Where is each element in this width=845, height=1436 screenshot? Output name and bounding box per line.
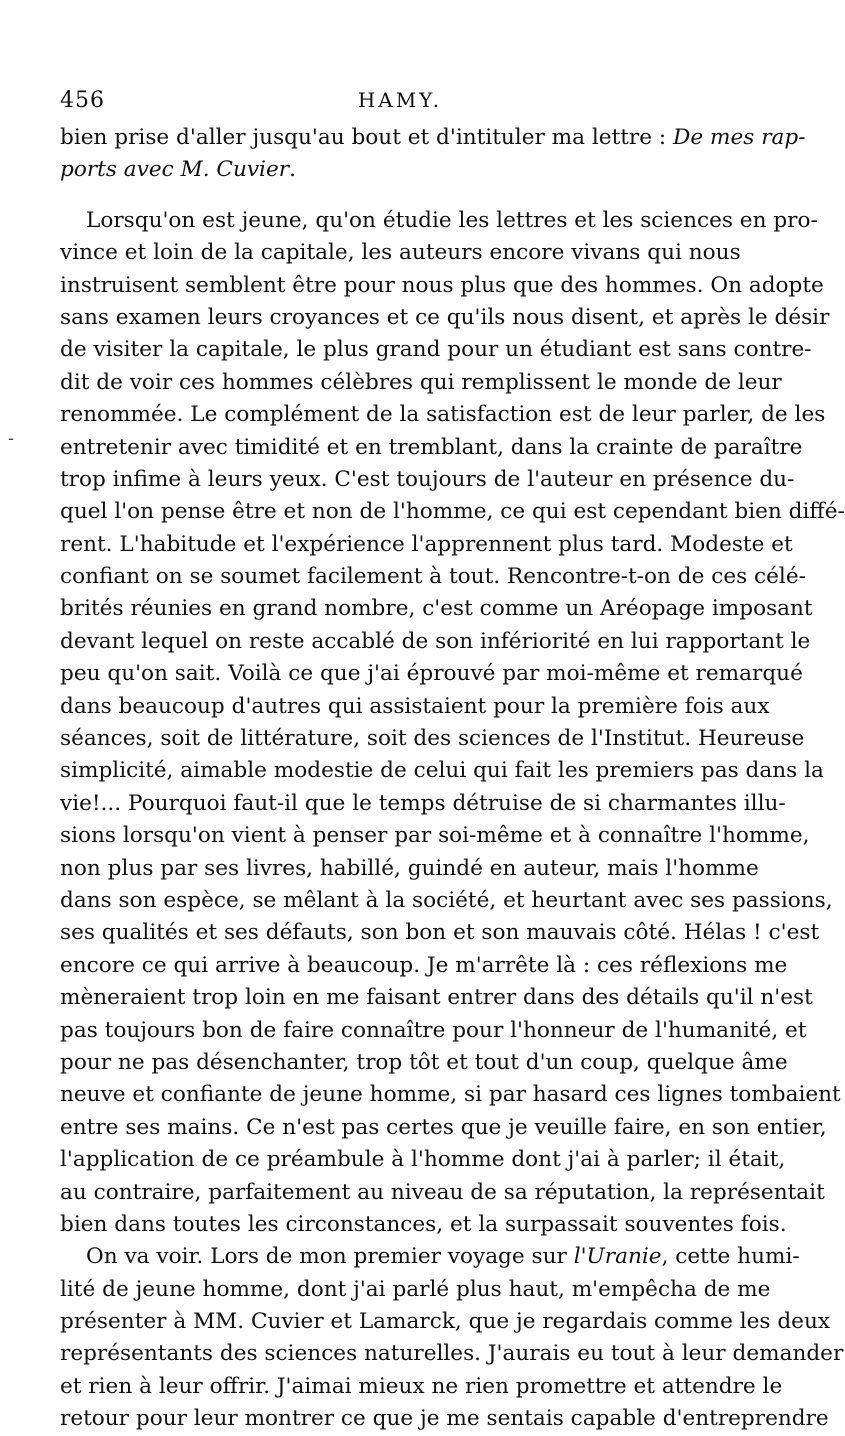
text-line: lité de jeune homme, dont j'ai parlé plus haut, m'empêcha de me: [60, 1276, 771, 1302]
text-line: dans beaucoup d'autres qui assistaient pour la première fois aux: [60, 693, 770, 719]
text-line: dit de voir ces hommes célèbres qui remplissent le monde de leur: [60, 369, 782, 395]
text-line: neuve et confiante de jeune homme, si par hasard ces lignes tombaient: [60, 1082, 841, 1108]
text-line: entretenir avec timidité et en tremblant, dans la crainte de paraître: [60, 434, 803, 460]
text-line: rent. L'habitude et l'expérience l'apprennent plus tard. Modeste et: [60, 531, 793, 557]
text-line: bien dans toutes les circonstances, et la surpassait souventes fois.: [60, 1211, 787, 1237]
text-line: simplicité, aimable modestie de celui qui fait les premiers pas dans la: [60, 758, 824, 784]
body-text: [60, 122, 845, 1436]
text-line: non plus par ses livres, habillé, guindé en auteur, mais l'homme: [60, 855, 759, 881]
italic-title: l'Uranie: [573, 1244, 662, 1270]
text-line: ses qualités et ses défauts, son bon et son mauvais côté. Hélas ! c'est: [60, 920, 820, 946]
running-title: HAMY.: [357, 88, 443, 112]
text-line: sans examen leurs croyances et ce qu'ils nous disent, et après le désir: [60, 304, 830, 330]
text-line: Lorsqu'on est jeune, qu'on étudie les lettres et les sciences en pro-: [86, 207, 818, 233]
italic-title: De mes rap-: [673, 125, 806, 150]
text-line: ports avec M. Cuvier.: [60, 157, 296, 183]
text-line: confiant on se soumet facilement à tout. Rencontre-t-on de ces célé-: [60, 564, 806, 590]
text-line: présenter à MM. Cuvier et Lamarck, que je regardais comme les deux: [60, 1309, 831, 1335]
text-line: pas toujours bon de faire connaître pour l'honneur de l'humanité, et: [60, 1017, 807, 1043]
text-line: encore ce qui arrive à beaucoup. Je m'arrête là : ces réflexions me: [60, 952, 788, 978]
text-line: devant lequel on reste accablé de son infériorité en lui rapportant le: [60, 628, 811, 654]
text-line: quel l'on pense être et non de l'homme, ce qui est cependant bien diffé-: [60, 499, 845, 525]
text-line: vie!... Pourquoi faut-il que le temps détruise de si charmantes illu-: [60, 790, 786, 816]
text-line: brités réunies en grand nombre, c'est comme un Aréopage imposant: [60, 596, 813, 622]
text-line: de visiter la capitale, le plus grand pour un étudiant est sans contre-: [60, 337, 812, 363]
text-line: séances, soit de littérature, soit des sciences de l'Institut. Heureuse: [60, 726, 805, 752]
text-line: et rien à leur offrir. J'aimai mieux ne rien promettre et attendre le: [60, 1373, 783, 1399]
paragraph-1: [60, 122, 806, 187]
text-line: renommée. Le complément de la satisfaction est de leur parler, de les: [60, 402, 826, 428]
text-line: pour ne pas désenchanter, trop tôt et tout d'un coup, quelque âme: [60, 1049, 788, 1075]
text-line: dans son espèce, se mêlant à la société, et heurtant avec ses passions,: [60, 887, 833, 913]
margin-mark: -: [8, 428, 15, 449]
italic-title: ports avec M. Cuvier: [60, 157, 290, 183]
text-line: trop infime à leurs yeux. C'est toujours de l'auteur en présence du-: [60, 466, 795, 492]
text-line: vince et loin de la capitale, les auteurs encore vivans qui nous: [60, 240, 741, 266]
running-head: [60, 88, 740, 114]
page-number: 456: [60, 88, 105, 113]
paragraph-2: [60, 205, 845, 1242]
text-line: entre ses mains. Ce n'est pas certes que je veuille faire, en son entier,: [60, 1114, 827, 1140]
paragraph-3: [60, 1241, 844, 1435]
text-line: représentants des sciences naturelles. J'aurais eu tout à leur demander: [60, 1341, 844, 1367]
text-line: instruisent semblent être pour nous plus que des hommes. On adopte: [60, 272, 824, 298]
text-line: peu qu'on sait. Voilà ce que j'ai éprouvé par moi-même et remarqué: [60, 661, 803, 687]
text-line: au contraire, parfaitement au niveau de sa réputation, la représentait: [60, 1179, 825, 1205]
text-line: mèneraient trop loin en me faisant entrer dans des détails qu'il n'est: [60, 985, 813, 1011]
text-line: l'application de ce préambule à l'homme dont j'ai à parler; il était,: [60, 1147, 786, 1173]
text-line: bien prise d'aller jusqu'au bout et d'intituler ma lettre : De mes rap-: [60, 125, 806, 150]
text-line: On va voir. Lors de mon premier voyage sur l'Uranie, cette humi-: [86, 1244, 800, 1270]
text-line: retour pour leur montrer ce que je me sentais capable d'entreprendre: [60, 1406, 829, 1432]
text-line: sions lorsqu'on vient à penser par soi-même et à connaître l'homme,: [60, 823, 810, 849]
